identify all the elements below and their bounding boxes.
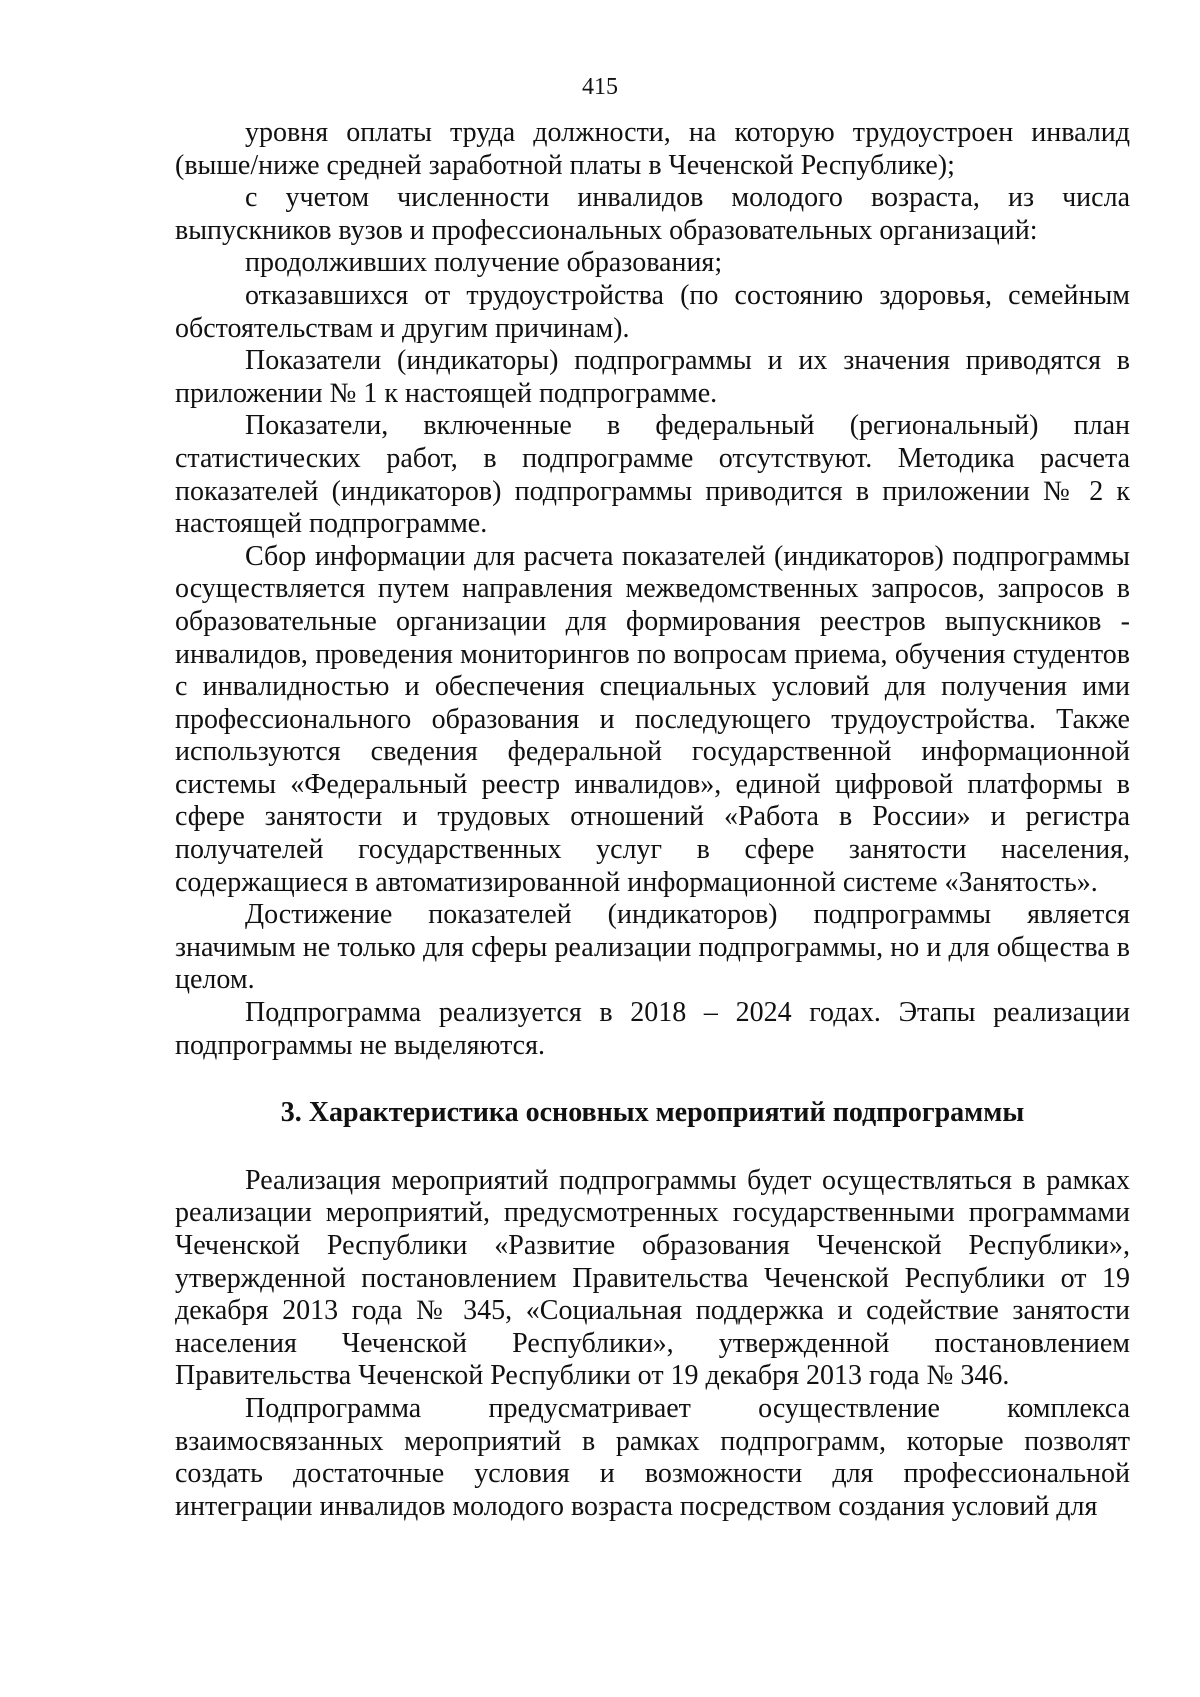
page-number: 415 [582,74,618,100]
paragraph: Показатели (индикаторы) подпрограммы и их значения приводятся в приложении № 1 к настоящей подпрограмме. [175,345,1130,409]
paragraph: продолживших получение образования; [245,247,723,279]
paragraph: Сбор информации для расчета показателей (индикаторов) подпрограммы осуществляется путем направления межведомственных запросов, запросов в образовательные организации для формирования реестров выпускников - инвалидов, проведения мониторингов по вопросам приема, обучения студентов с инвалидностью и обеспечения специальных условий для получения ими профессионального образования и последующего трудоустройства. Также используются сведения федеральной государственной информационной системы «Федеральный реестр инвалидов», единой цифровой платформы в сфере занятости и трудовых отношений «Работа в России» и регистра получателей государственных услуг в сфере занятости населения, содержащиеся в автоматизированной информационной системе «Занятость». [175,540,1130,898]
paragraph: уровня оплаты труда должности, на которую трудоустроен инвалид (выше/ниже средней заработной платы в Чеченской Республике); [175,117,1130,181]
paragraph: с учетом численности инвалидов молодого возраста, из числа выпускников вузов и профессиональных образовательных организаций: [175,182,1130,246]
paragraph: Достижение показателей (индикаторов) подпрограммы является значимым не только для сферы реализации подпрограммы, но и для общества в целом. [175,899,1130,996]
paragraph: Подпрограмма предусматривает осуществление комплекса взаимосвязанных мероприятий в рамках подпрограмм, которые позволят создать достаточные условия и возможности для профессиональной интеграции инвалидов молодого возраста посредством создания условий для [175,1392,1130,1522]
spacer [175,1130,1130,1165]
paragraph: Показатели, включенные в федеральный (региональный) план статистических работ, в подпрограмме отсутствуют. Методика расчета показателей (индикаторов) подпрограммы приводится в приложении № 2 к настоящей подпрограмме. [175,410,1130,540]
paragraph: Реализация мероприятий подпрограммы будет осуществляться в рамках реализации мероприятий, предусмотренных государственными программами Чеченской Республики «Развитие образования Чеченской Республики», утвержденной постановлением Правительства Чеченской Республики от 19 декабря 2013 года № 345, «Социальная поддержка и содействие занятости населения Чеченской Республики», утвержденной постановлением Правительства Чеченской Республики от 19 декабря 2013 года № 346. [175,1164,1130,1392]
paragraph: отказавшихся от трудоустройства (по состоянию здоровья, семейным обстоятельствам и другим причинам). [175,279,1130,344]
spacer [175,1062,1130,1097]
page-body [175,117,1130,1523]
section-heading: 3. Характеристика основных мероприятий подпрограммы [280,1097,1025,1129]
paragraph: Подпрограмма реализуется в 2018 – 2024 годах. Этапы реализации подпрограммы не выделяются. [175,997,1130,1061]
